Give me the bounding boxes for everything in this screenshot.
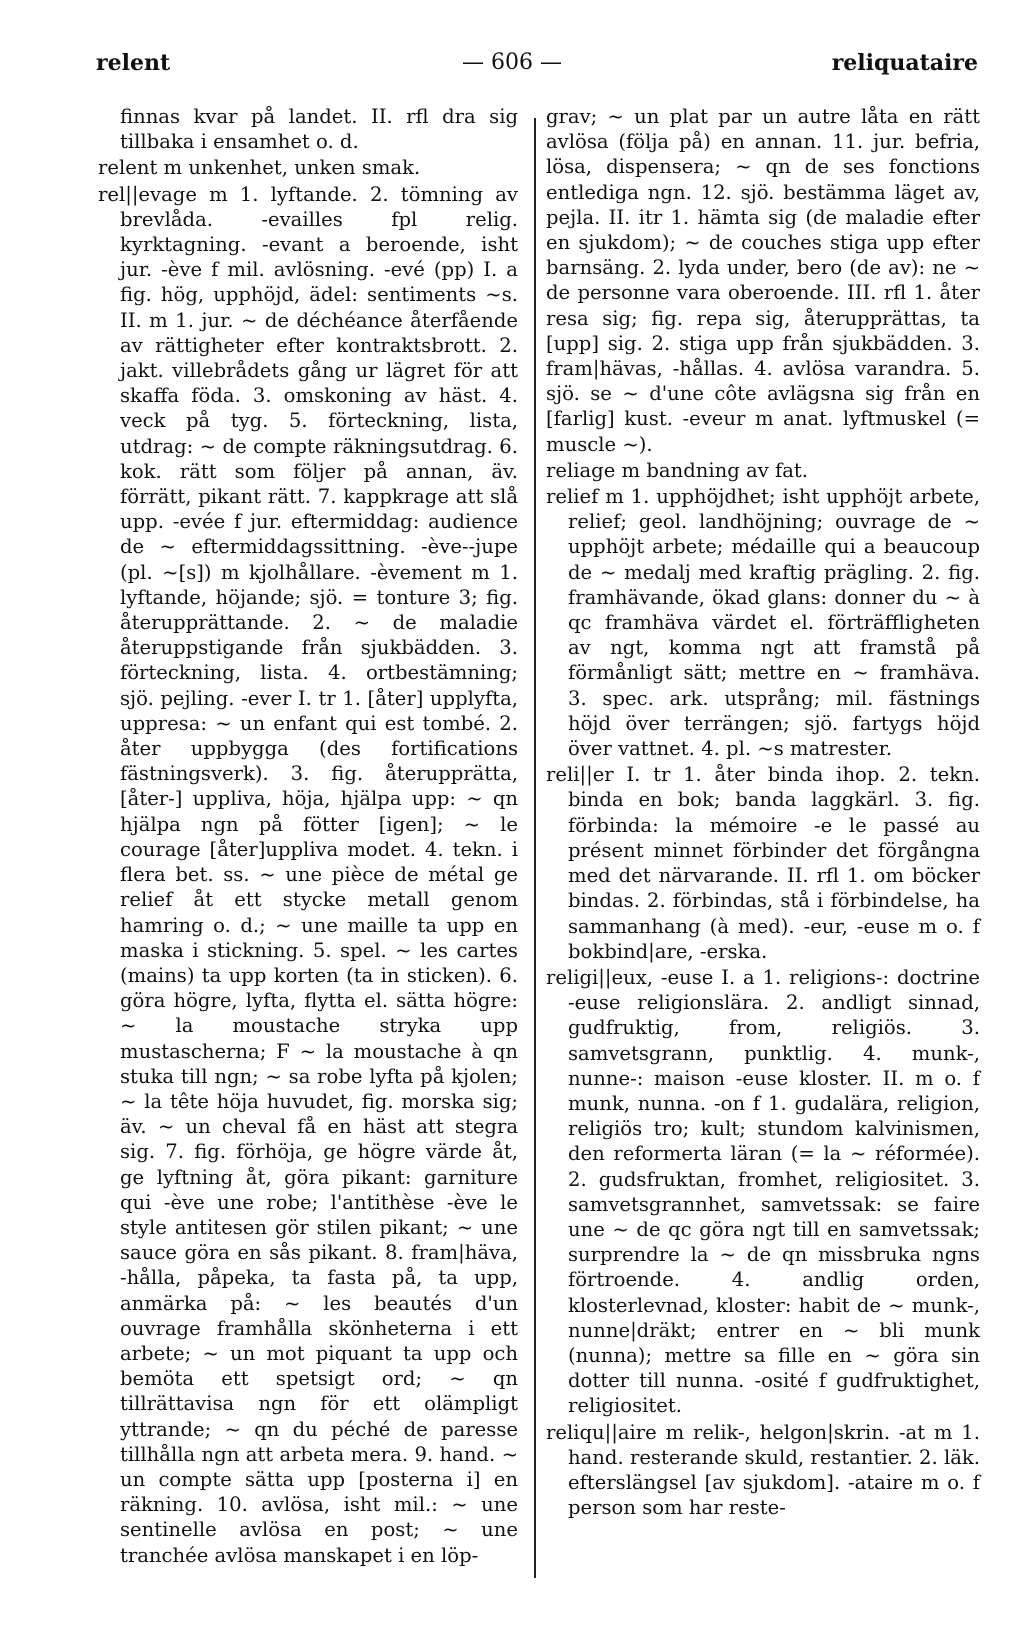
dictionary-entry: relief m 1. upphöjdhet; isht upphöjt arbete, relief; geol. landhöjning; ouvrage de ~ upphöjt arbete; médaille qui a beaucoup de ~ medalj med kraftig prägling. 2. fig. framhävande, ökad glans: donner du ~ à qc framhäva värdet el. förträffligheten av ngt, komma ngt att framstå på förmånligt sätt; mettre en ~ framhäva. 3. spec. ark. utsprång; mil. fästnings höjd över terrängen; sjö. fartygs höjd över vattnet. 4. pl. ~s matrester. [546,485,980,761]
dictionary-entry: grav; ~ un plat par un autre låta en rätt avlösa (följa på) en annan. 11. jur. befria, lösa, dispensera; ~ qn de ses fonctions entlediga ngn. 12. sjö. bestämma läget av, pejla. II. itr 1. hämta sig (de maladie efter en sjukdom); ~ de couches stiga upp efter barnsäng. 2. lyda under, bero (de av): ne ~ de personne vara oberoende. III. rfl 1. åter resa sig; fig. repa sig, återupprättas, ta [upp] sig. 2. stiga upp från sjukbädden. 3. fram|hävas, -hållas. 4. avlösa varandra. 5. sjö. se ~ d'une côte avlägsna sig från en [farlig] kust. -eveur m anat. lyftmuskel (= muscle ~). [546,105,980,456]
dictionary-entry: religi||eux, -euse I. a 1. religions-: doctrine -euse religionslära. 2. andligt sinnad, gudfruktig, from, religiös. 3. samvetsgrann, punktlig. 4. munk-, nunne-: maison -euse kloster. II. m o. f munk, nunna. -on f 1. gudalära, religion, religiös tro; kult; stundom kalvinismen, den reformerta läran (= la ~ réformée). 2. gudsfruktan, fromhet, religiositet. 3. samvetsgrannhet, samvetssak: se faire une ~ de qc göra ngt till en samvetssak; surprendre la ~ de qn missbruka ngns förtroende. 4. andlig orden, klosterlevnad, kloster: habit de ~ munk-, nunne|dräkt; entrer en ~ bli munk (nunna); mettre sa fille en ~ göra sin dotter till nunna. -osité f gudfruktighet, religiositet. [546,965,980,1418]
dictionary-entry: reli||er I. tr 1. åter binda ihop. 2. tekn. binda en bok; banda laggkärl. 3. fig. förbinda: la mémoire -e le passé au présent minnet förbinder det förgångna med det närvarande. II. rfl 1. om böcker bindas. 2. förbindas, stå i förbindelse, ha sammanhang (à med). -eur, -euse m o. f bokbind|are, -erska. [546,763,980,963]
dictionary-entry: rel||evage m 1. lyftande. 2. tömning av brevlåda. -evailles fpl relig. kyrktagning. -evant a beroende, isht jur. -ève f mil. avlösning. -evé (pp) I. a fig. hög, upphöjd, ädel: sentiments ~s. II. m 1. jur. ~ de déchéance återfående av rättigheter efter kontraktsbrott. 2. jakt. villebrådets gång ur lägret för att skaffa föda. 3. omskoning av häst. 4. veck på tyg. 5. förteckning, lista, utdrag: ~ de compte räkningsutdrag. 6. kok. rätt som följer på annan, äv. förrätt, pikant rätt. 7. kappkrage att slå upp. -evée f jur. eftermiddag: audience de ~ eftermiddagssittning. -ève--jupe (pl. ~[s]) m kjolhållare. -èvement m 1. lyftande, höjande; sjö. = tonture 3; fig. återupprättande. 2. ~ de maladie återuppstigande från sjukbädden. 3. förteckning, lista. 4. ortbestämning; sjö. pejling. -ever I. tr 1. [åter] upplyfta, uppresa: ~ un enfant qui est tombé. 2. åter uppbygga (des fortifications fästningsverk). 3. fig. återupprätta, [åter-] uppliva, höja, hjälpa upp: ~ qn hjälpa ngn på fötter [igen]; ~ le courage [åter]uppliva modet. 4. tekn. i flera bet. ss. ~ une pièce de métal ge relief åt ett stycke metall genom hamring o. d.; ~ une maille ta upp en maska i stickning. 5. spel. ~ les cartes (mains) ta upp korten (ta in sticken). 6. göra högre, lyfta, flytta el. sätta högre: ~ la moustache stryka upp mustascherna; F ~ la moustache à qn stuka till ngn; ~ sa robe lyfta på kjolen; ~ la tête höja huvudet, fig. morska sig; äv. ~ un cheval få en häst att stegra sig. 7. fig. förhöja, ge högre värde åt, ge lyftning åt, göra pikant: garniture qui -ève une robe; l'antithèse -ève le style antitesen gör stilen pikant; ~ une sauce göra en sås pikant. 8. fram|häva, -hålla, påpeka, ta fasta på, ta upp, anmärka på: ~ les beautés d'un ouvrage framhålla skönheterna i ett arbete; ~ un mot piquant ta upp och bemöta ett spetsigt ord; ~ qn tillrättavisa ngn för ett olämpligt yttrande; ~ qn du péché de paresse tillhålla ngn att arbeta mera. 9. hand. ~ un compte sätta upp [posterna i] en räkning. 10. avlösa, isht mil.: ~ une sentinelle avlösa en post; ~ une tranchée avlösa manskapet i en löp- [98,182,518,1567]
dictionary-entry: reliqu||aire m relik-, helgon|skrin. -at m 1. hand. resterande skuld, restantier. 2. läk. efterslängsel [av sjukdom]. -ataire m o. f person som har reste- [546,1420,980,1520]
page-number: — 606 — [462,50,562,75]
right-column [546,104,980,1521]
left-column [98,104,518,1569]
header-right-word: reliquataire [831,50,978,76]
dictionary-entry: finnas kvar på landet. II. rfl dra sig tillbaka i ensamhet o. d. [120,105,518,154]
column-divider [534,118,536,1578]
dictionary-entry: reliage m bandning av fat. [546,458,809,482]
dictionary-entry: relent m unkenhet, unken smak. [98,156,421,180]
header-left-word: relent [96,50,171,76]
